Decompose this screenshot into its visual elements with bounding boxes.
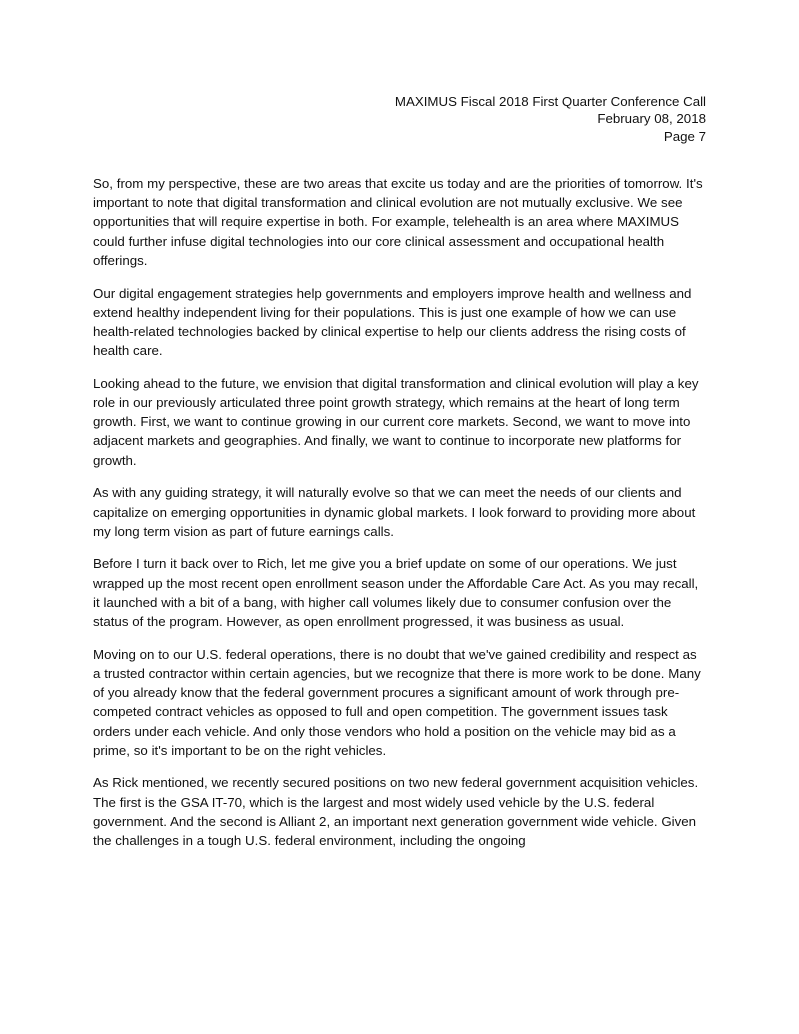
- paragraph: Looking ahead to the future, we envision that digital transformation and clinical evolution will play a key role in our previously articulated three point growth strategy, which remains at the heart of long term growth. First, we want to continue growing in our current core markets. Second, we want to move into adjacent markets and geographies. And finally, we want to continue to incorporate new platforms for growth.: [93, 375, 699, 468]
- page-header: [93, 93, 706, 145]
- paragraph: As with any guiding strategy, it will naturally evolve so that we can meet the needs of our clients and capitalize on emerging opportunities in dynamic global markets. I look forward to providing more about my long term vision as part of future earnings calls.: [93, 485, 696, 539]
- header-title: MAXIMUS Fiscal 2018 First Quarter Conference Call: [394, 94, 706, 109]
- header-page-number: Page 7: [663, 128, 706, 144]
- document-body: [93, 174, 706, 850]
- paragraph: Our digital engagement strategies help governments and employers improve health and wellness and extend healthy independent living for their populations. This is just one example of how we can use health-related technologies backed by clinical expertise to help our clients address the rising costs of health care.: [93, 285, 692, 359]
- paragraph: Moving on to our U.S. federal operations, there is no doubt that we've gained credibility and respect as a trusted contractor within certain agencies, but we recognize that there is more work to be done. Many of you already know that the federal government procures a significant amount of work through pre-competed contract vehicles as opposed to full and open competition. The government issues task orders under each vehicle. And only those vendors who hold a position on the vehicle may bid as a prime, so it's important to be on the right vehicles.: [93, 646, 701, 758]
- paragraph: As Rick mentioned, we recently secured positions on two new federal government acquisition vehicles. The first is the GSA IT-70, which is the largest and most widely used vehicle by the U.S. federal government. And the second is Alliant 2, an important next generation government wide vehicle. Given the challenges in a tough U.S. federal environment, including the ongoing: [93, 775, 699, 849]
- header-date: February 08, 2018: [597, 111, 706, 127]
- paragraph: So, from my perspective, these are two areas that excite us today and are the priorities of tomorrow. It's important to note that digital transformation and clinical evolution are not mutually exclusive. We see opportunities that will require expertise in both. For example, telehealth is an area where MAXIMUS could further infuse digital technologies into our core clinical assessment and occupational health offerings.: [93, 176, 703, 268]
- paragraph: Before I turn it back over to Rich, let me give you a brief update on some of our operations. We just wrapped up the most recent open enrollment season under the Affordable Care Act. As you may recall, it launched with a bit of a bang, with higher call volumes likely due to consumer confusion over the status of the program. However, as open enrollment progressed, it was business as usual.: [93, 556, 699, 630]
